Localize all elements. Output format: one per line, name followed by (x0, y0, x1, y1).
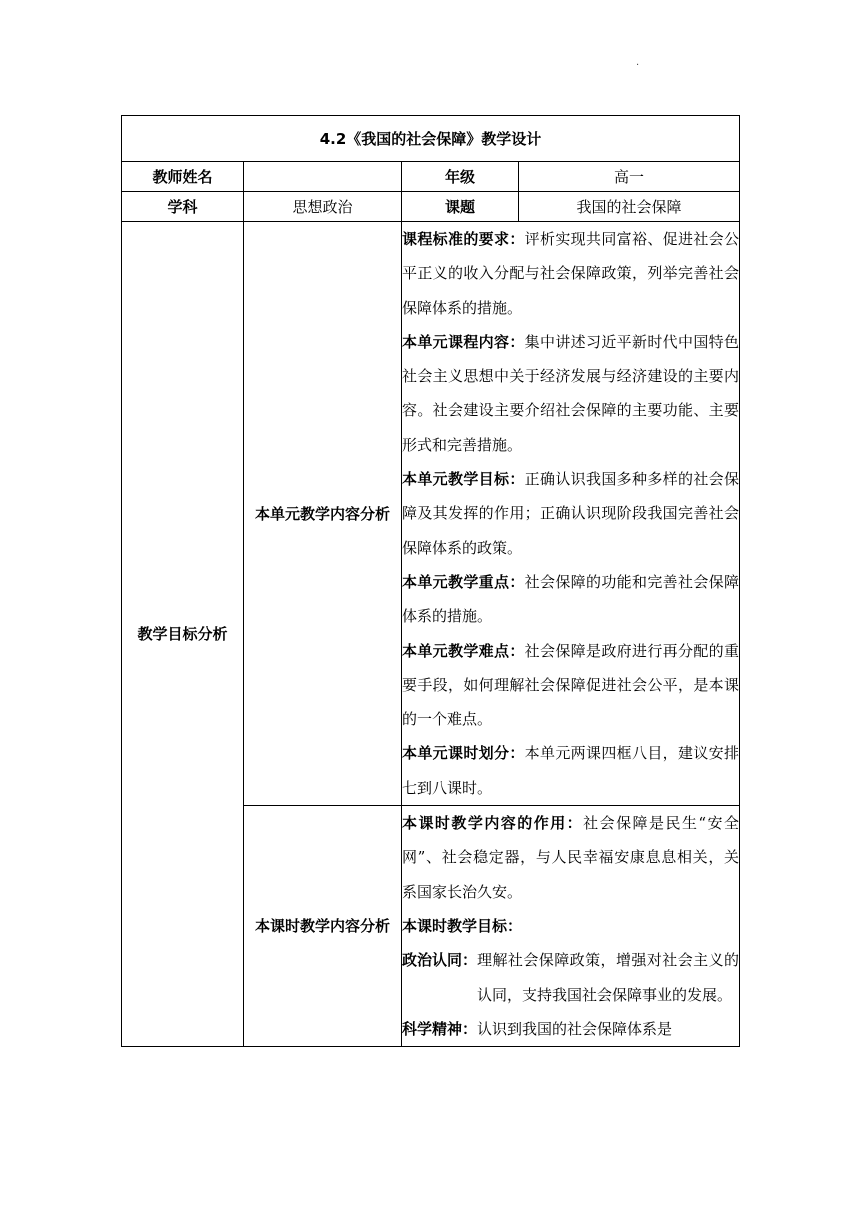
unit-item-text: 社会保障是政府进行再分配的重要手段，如何理解社会保障促进社会公平，是本课的一个难点。 (402, 641, 740, 729)
goal-item-text: 理解社会保障政策，增强对社会主义的认同，支持我国社会保障事业的发展。 (477, 951, 740, 1004)
unit-item (402, 462, 739, 565)
unit-item (402, 634, 739, 737)
unit-item (402, 222, 739, 325)
teacher-name-label: 教师姓名 (122, 162, 244, 192)
unit-item-label: 本单元教学目标： (402, 470, 525, 489)
unit-item-label: 本单元课时划分： (402, 744, 525, 763)
goal-item-label: 科学精神： (402, 1019, 478, 1038)
teacher-name-value (244, 162, 402, 192)
topic-value: 我国的社会保障 (519, 192, 740, 222)
lesson-role (402, 806, 739, 909)
topic-label: 课题 (402, 192, 519, 222)
unit-item-text: 评析实现共同富裕、促进社会公平正义的收入分配与社会保障政策，列举完善社会保障体系的措施。 (402, 230, 740, 317)
page-mark: . (636, 57, 640, 68)
unit-item (402, 565, 739, 634)
unit-item-label: 本单元教学难点： (402, 641, 525, 660)
section-label: 教学目标分析 (122, 222, 244, 1047)
subject-value: 思想政治 (244, 192, 402, 222)
unit-item (402, 325, 739, 462)
document-title: 4.2《我国的社会保障》教学设计 (122, 116, 740, 162)
unit-item (402, 736, 739, 805)
unit-item-label: 本单元教学重点： (402, 572, 525, 591)
goal-item (402, 1012, 739, 1046)
lesson-content-clip (402, 806, 739, 1046)
lesson-goal-label: 本课时教学目标： (402, 916, 523, 935)
goal-item-label: 政治认同： (402, 951, 478, 970)
grade-label: 年级 (402, 162, 519, 192)
lesson-role-label: 本课时教学内容的作用： (402, 814, 584, 833)
goal-item-text: 认识到我国的社会保障体系是 (477, 1019, 673, 1038)
unit-item-text: 本单元两课四框八目，建议安排七到八课时。 (402, 744, 739, 797)
lesson-goal-heading (402, 909, 739, 943)
lesson-analysis-content (402, 806, 740, 1047)
goal-item (402, 943, 739, 1012)
unit-item-text: 正确认识我国多种多样的社会保障及其发挥的作用；正确认识现阶段我国完善社会保障体系的政策。 (402, 470, 740, 557)
unit-analysis-label: 本单元教学内容分析 (244, 222, 402, 806)
lesson-analysis-label: 本课时教学内容分析 (244, 806, 402, 1047)
unit-item-text: 集中讲述习近平新时代中国特色社会主义思想中关于经济发展与经济建设的主要内容。社会建设主要介绍社会保障的主要功能、主要形式和完善措施。 (402, 332, 740, 454)
subject-label: 学科 (122, 192, 244, 222)
unit-item-label: 课程标准的要求： (402, 230, 525, 248)
unit-analysis-content (402, 222, 740, 806)
grade-value: 高一 (519, 162, 740, 192)
lesson-plan-table (121, 115, 740, 1047)
unit-item-label: 本单元课程内容： (402, 332, 525, 351)
lesson-role-text: 社会保障是民生“安全网”、社会稳定器，与人民幸福安康息息相关，关系国家长治久安。 (402, 814, 740, 901)
unit-item-text: 社会保障的功能和完善社会保障体系的措施。 (402, 572, 739, 626)
